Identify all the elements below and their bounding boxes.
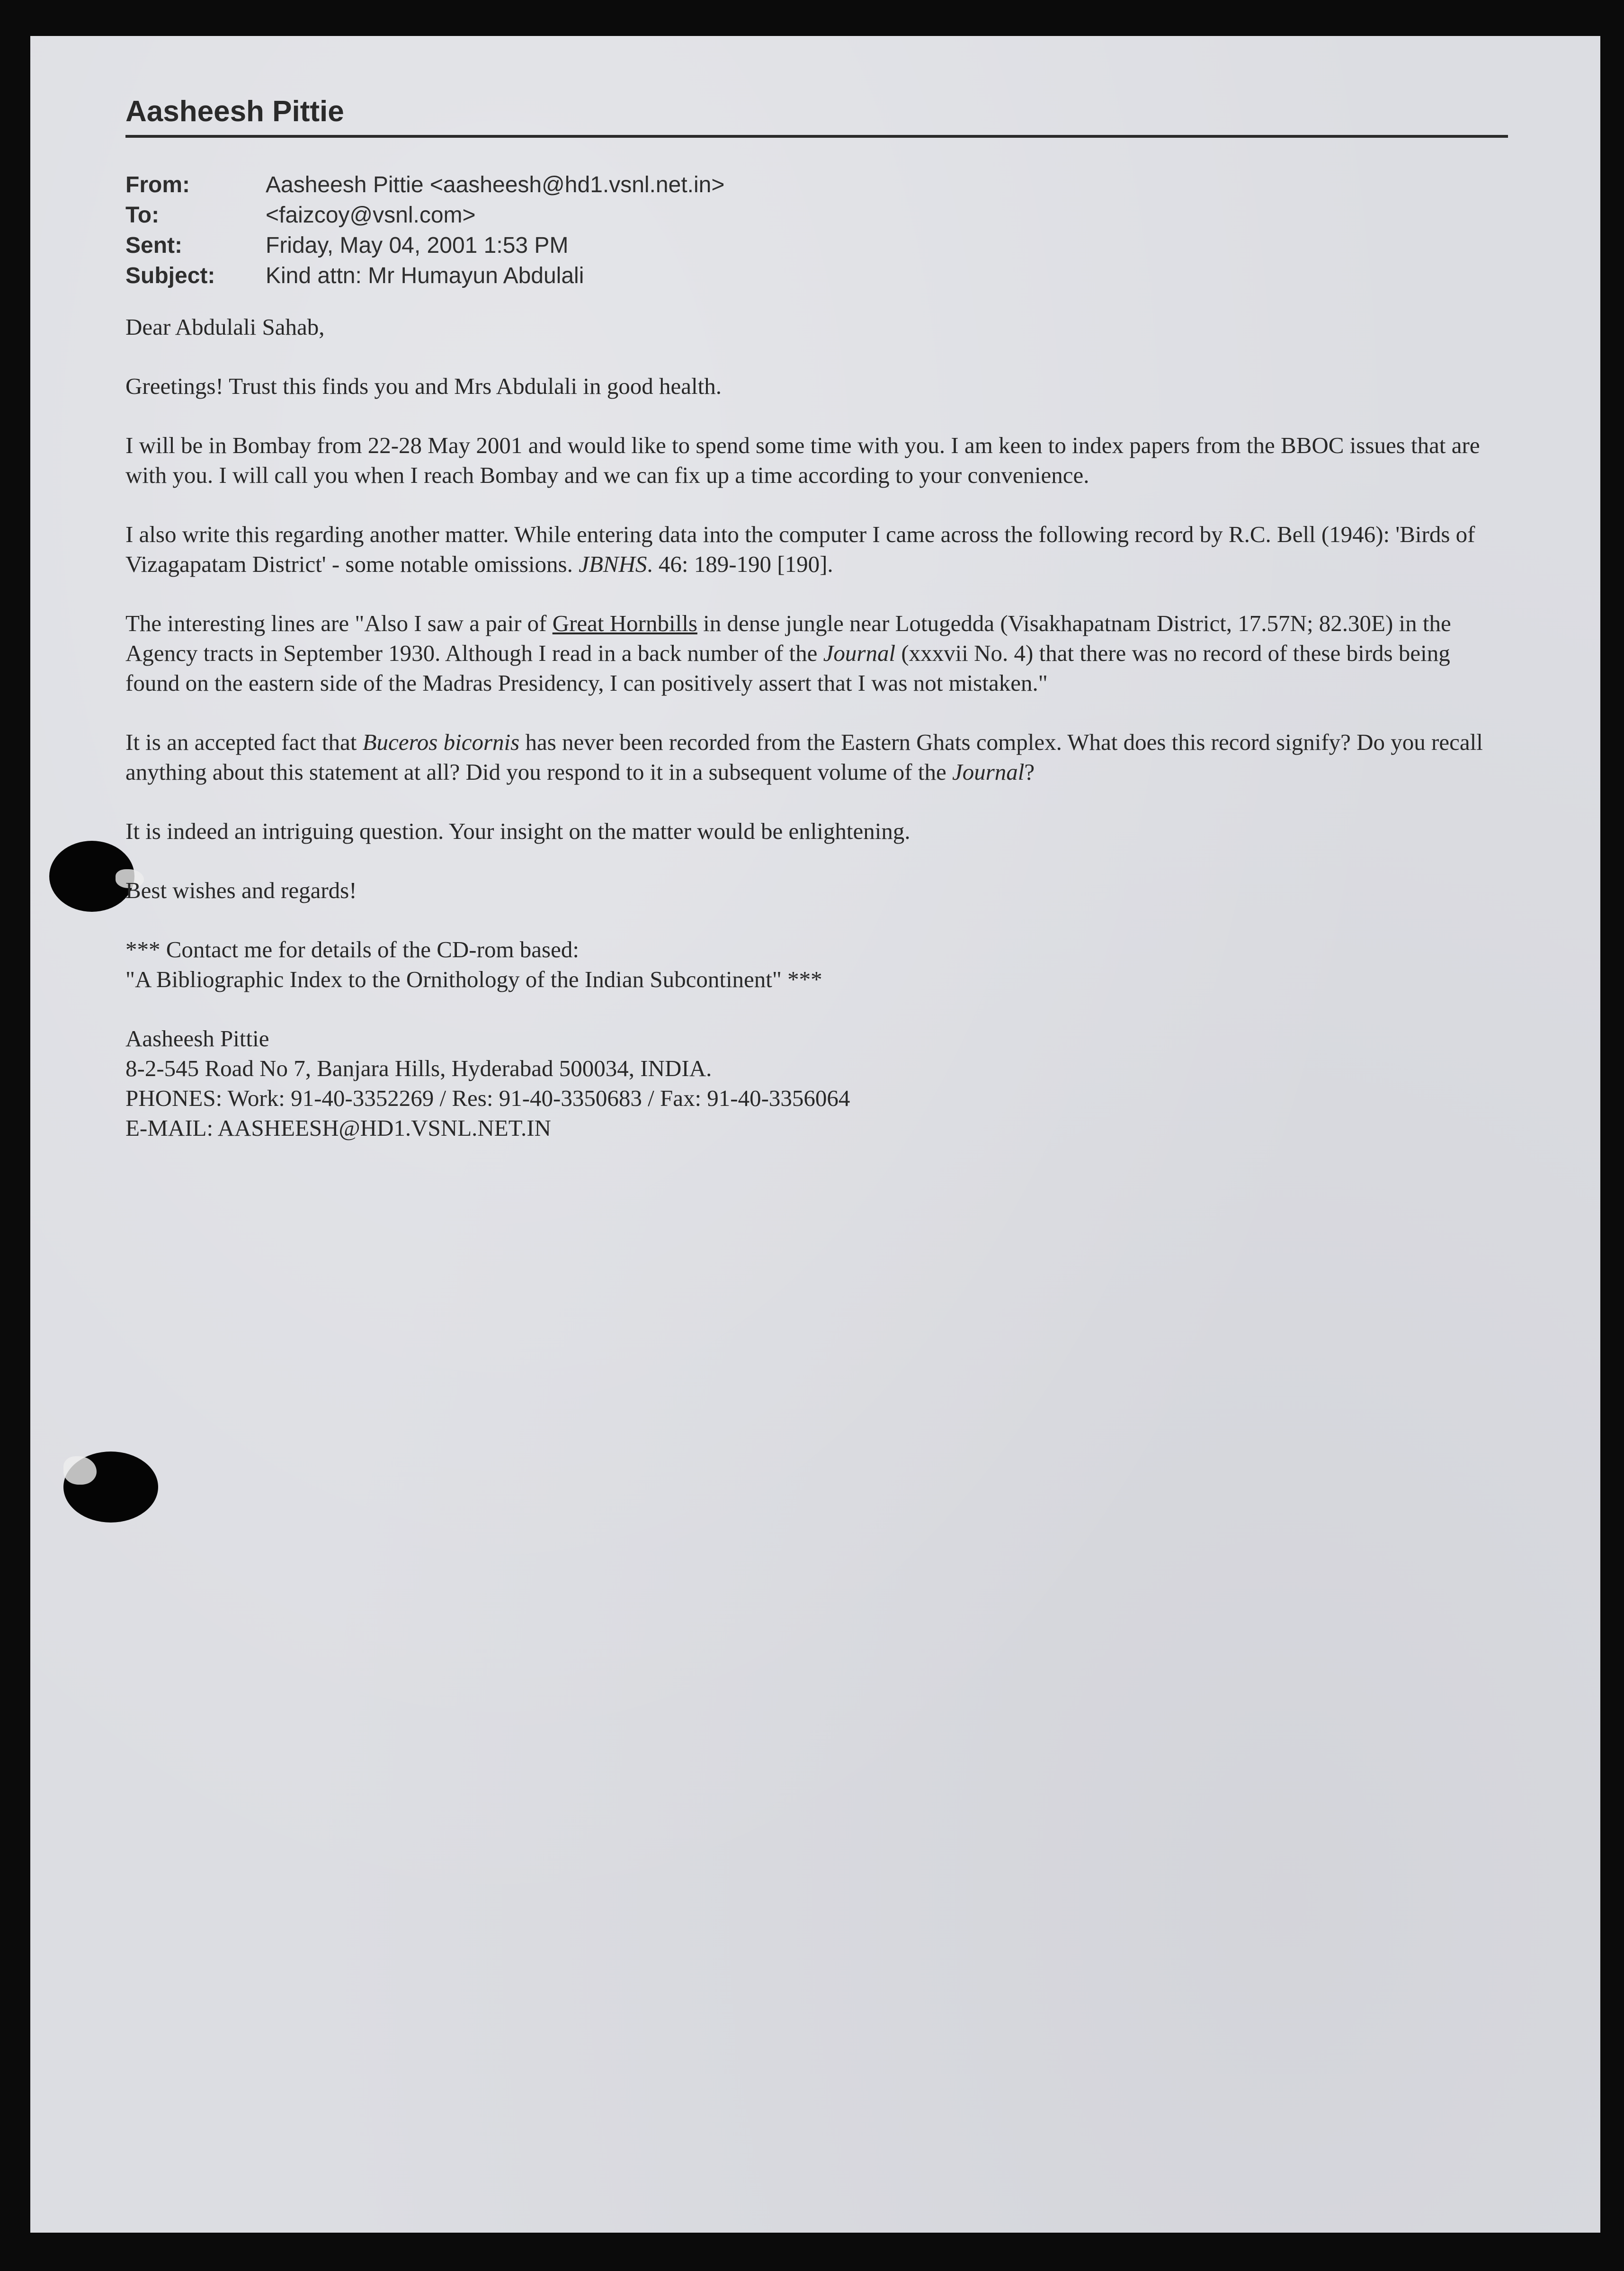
journal-abbrev: JBNHS — [579, 551, 647, 577]
question-text: has never been recorded from the Eastern Ghats complex. What does this record signify? Do you recall anything about this statement at all? Did you respond to it in a subsequent volume of the — [125, 729, 1483, 785]
visit-paragraph: I will be in Bombay from 22-28 May 2001 and would like to spend some time with you. I am keen to index papers from the BBOC issues that are with you. I will call you when I reach Bombay and we can fix up a time according to your convenience. — [125, 432, 1480, 488]
header-value-sent: Friday, May 04, 2001 1:53 PM — [266, 233, 569, 258]
salutation: Dear Abdulali Sahab, — [125, 314, 325, 340]
closing-line: Best wishes and regards! — [125, 877, 357, 903]
header-row-to — [125, 200, 1508, 231]
record-reference: . 46: 189-190 [190]. — [647, 551, 833, 577]
quote-text: (xxxvii No. 4) that there was no record of these birds being found on the eastern side of the Madras Presidency, I can positively assert that I was not mistaken." — [125, 640, 1450, 696]
signature-address: 8-2-545 Road No 7, Banjara Hills, Hyderabad 500034, INDIA. — [125, 1055, 712, 1081]
journal-name: Journal — [952, 759, 1025, 785]
question-paragraph — [125, 727, 1508, 787]
cd-rom-line: *** Contact me for details of the CD-rom based: — [125, 936, 579, 962]
record-paragraph — [125, 519, 1508, 579]
signature-email: E-MAIL: AASHEESH@HD1.VSNL.NET.IN — [125, 1115, 551, 1141]
journal-name: Journal — [823, 640, 896, 666]
cd-rom-title-line: "A Bibliographic Index to the Ornithology of the Indian Subcontinent" *** — [125, 966, 822, 992]
email-printout — [125, 95, 1508, 1143]
header-value-to: <faizcoy@vsnl.com> — [266, 203, 476, 228]
header-value-subject: Kind attn: Mr Humayun Abdulali — [266, 263, 584, 288]
header-label: From: — [125, 172, 190, 197]
record-text: I also write this regarding another matter. While entering data into the computer I came across the following record by R.C. Bell (1946): 'Birds of Vizagapatam District' - some notable omissions. — [125, 521, 1475, 577]
signature-phones: PHONES: Work: 91-40-3352269 / Res: 91-40-3350683 / Fax: 91-40-3356064 — [125, 1085, 850, 1111]
question-text: ? — [1024, 759, 1035, 785]
header-value-from: Aasheesh Pittie <aasheesh@hd1.vsnl.net.in> — [266, 172, 725, 197]
signature-name: Aasheesh Pittie — [125, 1025, 269, 1051]
bird-name-underlined: Great Hornbills — [552, 610, 697, 636]
email-title: Aasheesh Pittie — [125, 95, 1508, 138]
quote-text: in dense jungle near Lotugedda (Visakhapatnam District, 17.57N; 82.30E) in the Agency tracts in September 1930. Although I read in a back number of the — [125, 610, 1451, 666]
greeting-paragraph: Greetings! Trust this finds you and Mrs Abdulali in good health. — [125, 373, 722, 399]
email-headers — [125, 170, 1508, 291]
signature-block — [125, 1024, 1508, 1143]
header-label: To: — [125, 203, 160, 228]
quote-text: The interesting lines are "Also I saw a pair of — [125, 610, 553, 636]
question-text: It is an accepted fact that — [125, 729, 363, 755]
header-label: Sent: — [125, 233, 182, 258]
header-label: Subject: — [125, 263, 215, 288]
insight-paragraph: It is indeed an intriguing question. Your insight on the matter would be enlightening. — [125, 818, 910, 844]
quote-paragraph — [125, 608, 1508, 698]
species-name: Buceros bicornis — [362, 729, 520, 755]
header-row-sent — [125, 231, 1508, 261]
email-body — [125, 312, 1508, 1143]
header-row-subject — [125, 261, 1508, 291]
header-row-from — [125, 170, 1508, 200]
